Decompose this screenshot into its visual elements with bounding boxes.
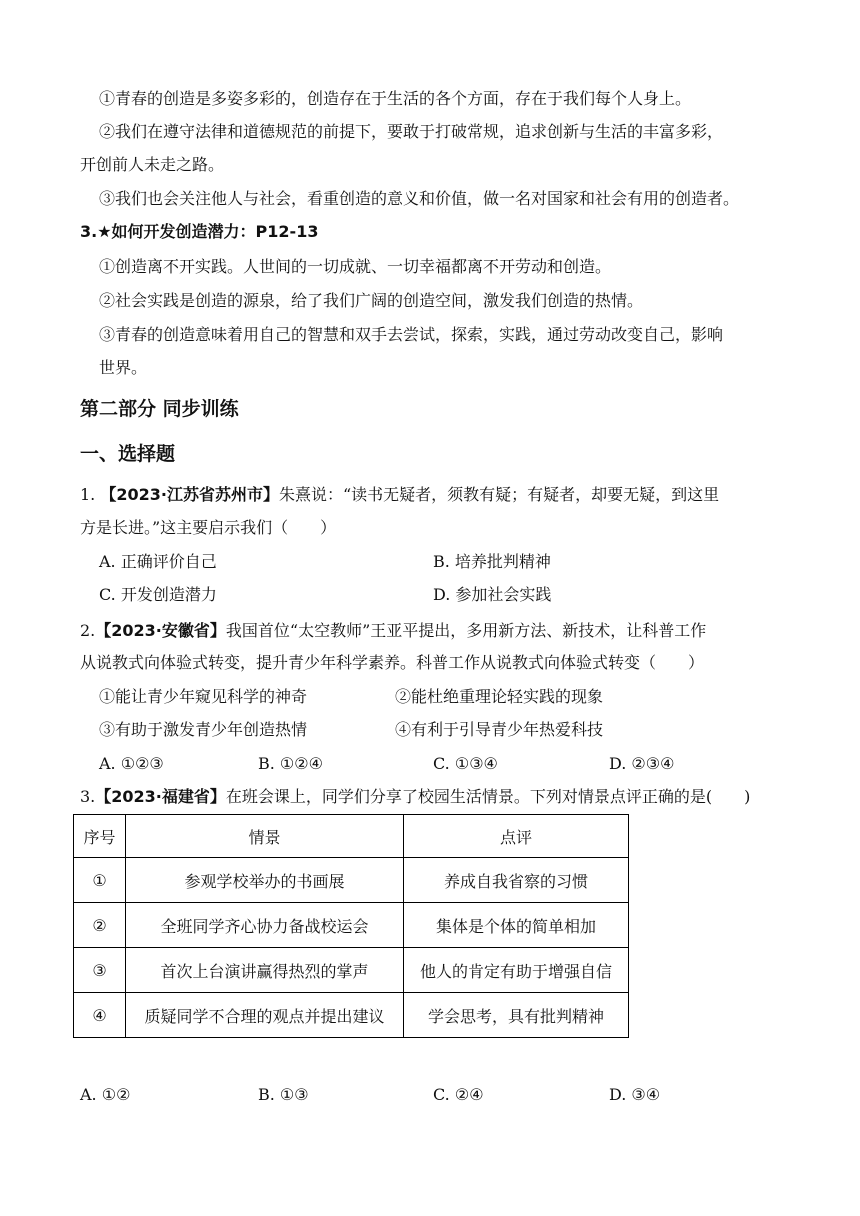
q2-source: 【2023·安徽省】: [95, 621, 226, 640]
q1-option-b[interactable]: B. 培养批判精神: [433, 552, 551, 571]
q3-number: 3.: [80, 787, 96, 806]
q3-option-d[interactable]: D. ③④: [609, 1085, 661, 1104]
q2-line-1: [80, 620, 706, 642]
table-cell: 参观学校举办的书画展: [126, 858, 404, 903]
q3-source: 【2023·福建省】: [95, 787, 226, 806]
table-row: [74, 993, 629, 1038]
scenario-table: [73, 814, 629, 1038]
section3-heading: 3.★如何开发创造潜力：P12-13: [80, 222, 319, 241]
table-cell: ②: [74, 903, 126, 948]
table-row: [74, 948, 629, 993]
q3-option-b[interactable]: B. ①③: [258, 1085, 309, 1104]
table-cell: 集体是个体的简单相加: [404, 903, 629, 948]
table-header-row: [74, 815, 629, 858]
q1-option-a[interactable]: A. 正确评价自己: [99, 552, 217, 571]
table-cell: 他人的肯定有助于增强自信: [404, 948, 629, 993]
q1-source: 【2023·江苏省苏州市】: [100, 485, 279, 504]
intro-point-1: ①青春的创造是多姿多彩的，创造存在于生活的各个方面，存在于我们每个人身上。: [99, 89, 692, 108]
q3-option-a[interactable]: A. ①②: [80, 1085, 131, 1104]
table-cell: 全班同学齐心协力备战校运会: [126, 903, 404, 948]
intro-point-2-cont: 开创前人未走之路。: [80, 155, 225, 174]
q2-statement-2: ②能杜绝重理论轻实践的现象: [395, 687, 604, 706]
q2-statement-1: ①能让青少年窥见科学的神奇: [99, 687, 308, 706]
q2-statement-3: ③有助于激发青少年创造热情: [99, 720, 308, 739]
table-cell: 首次上台演讲赢得热烈的掌声: [126, 948, 404, 993]
q2-option-b[interactable]: B. ①②④: [258, 754, 323, 773]
q2-option-d[interactable]: D. ②③④: [609, 754, 675, 773]
q2-option-c[interactable]: C. ①③④: [433, 754, 498, 773]
section3-line-1: ①创造离不开实践。人世间的一切成就、一切幸福都离不开劳动和创造。: [99, 257, 612, 276]
q2-number: 2.: [80, 621, 96, 640]
q2-option-a[interactable]: A. ①②③: [99, 754, 164, 773]
section3-line-4: 世界。: [99, 358, 148, 377]
table-header-cell: 情景: [126, 815, 404, 858]
q1-option-c[interactable]: C. 开发创造潜力: [99, 585, 217, 604]
choice-section-title: 一、选择题: [80, 443, 176, 465]
q3-option-c[interactable]: C. ②④: [433, 1085, 484, 1104]
q2-text: 我国首位“太空教师”王亚平提出，多用新方法、新技术，让科普工作: [225, 621, 707, 640]
section3-line-3: ③青春的创造意味着用自己的智慧和双手去尝试，探索，实践，通过劳动改变自己，影响: [99, 325, 724, 344]
table-row: [74, 858, 629, 903]
table-cell: 学会思考，具有批判精神: [404, 993, 629, 1038]
table-cell: ①: [74, 858, 126, 903]
table-cell: 养成自我省察的习惯: [404, 858, 629, 903]
intro-point-3: ③我们也会关注他人与社会，看重创造的意义和价值，做一名对国家和社会有用的创造者。: [99, 189, 740, 208]
q3-text: 在班会课上，同学们分享了校园生活情景。下列对情景点评正确的是( ): [225, 787, 751, 806]
table-row: [74, 903, 629, 948]
q1-text: 朱熹说：“读书无疑者，须教有疑；有疑者，却要无疑，到这里: [278, 485, 720, 504]
table-header-cell: 点评: [404, 815, 629, 858]
q1-line-1: [80, 484, 719, 506]
table-cell: ③: [74, 948, 126, 993]
q1-line-2: 方是长进。”这主要启示我们（ ）: [80, 518, 337, 537]
table-header-cell: 序号: [74, 815, 126, 858]
part2-title: 第二部分 同步训练: [80, 398, 239, 420]
table-cell: 质疑同学不合理的观点并提出建议: [126, 993, 404, 1038]
table-cell: ④: [74, 993, 126, 1038]
intro-point-2: ②我们在遵守法律和道德规范的前提下，要敢于打破常规，追求创新与生活的丰富多彩，: [99, 122, 724, 141]
q2-line-2: 从说教式向体验式转变，提升青少年科学素养。科普工作从说教式向体验式转变（ ）: [80, 653, 705, 672]
q1-option-d[interactable]: D. 参加社会实践: [433, 585, 552, 604]
q2-statement-4: ④有利于引导青少年热爱科技: [395, 720, 604, 739]
section3-line-2: ②社会实践是创造的源泉，给了我们广阔的创造空间，激发我们创造的热情。: [99, 291, 644, 310]
q3-line-1: [80, 786, 750, 808]
q1-number: 1.: [80, 485, 96, 504]
